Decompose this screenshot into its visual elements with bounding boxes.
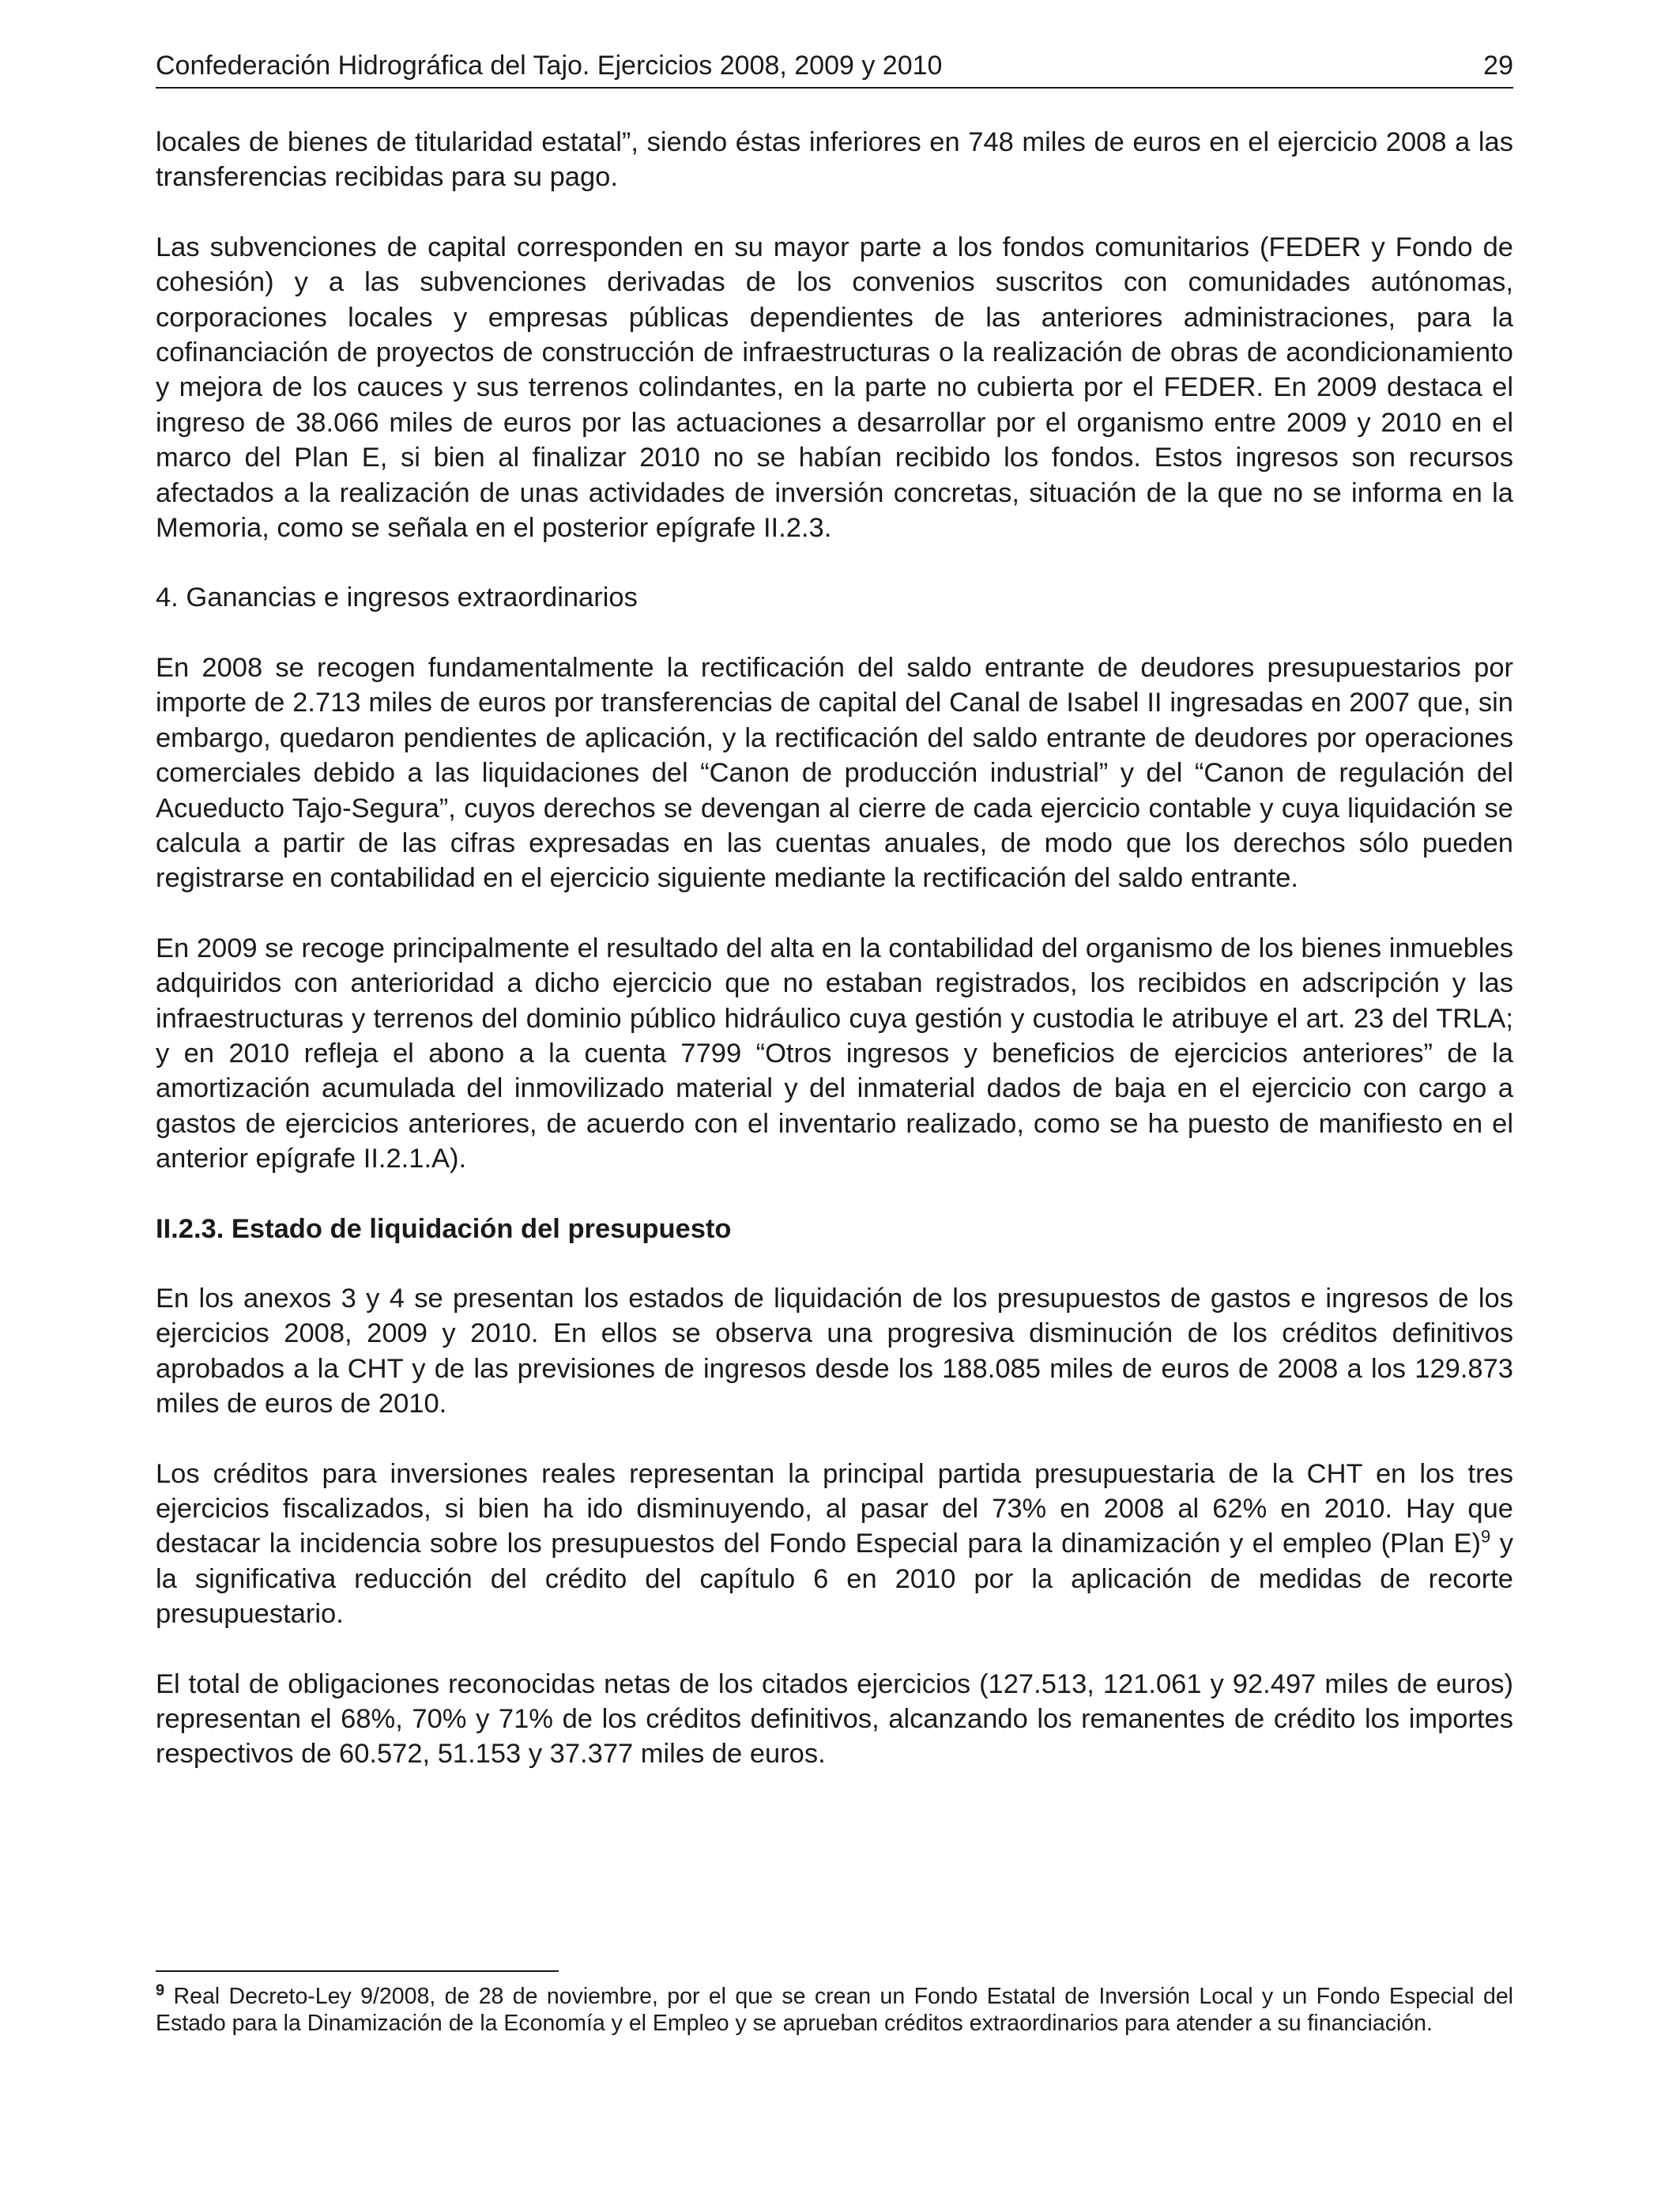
- footnote-divider: [156, 1970, 559, 1972]
- document-page: [156, 49, 1513, 1807]
- running-header: [156, 49, 1513, 89]
- section-heading: II.2.3. Estado de liquidación del presupuesto: [156, 1213, 732, 1244]
- paragraph: En 2009 se recoge principalmente el resultado del alta en la contabilidad del organismo de los bienes inmuebles adquiridos con anterioridad a dicho ejercicio que no estaban registrados, los recibidos en adscripción y las infraestructuras y terrenos del dominio público hidráulico cuya gestión y custodia le atribuye el art. 23 del TRLA; y en 2010 refleja el abono a la cuenta 7799 “Otros ingresos y beneficios de ejercicios anteriores” de la amortización acumulada del inmovilizado material y del inmaterial dados de baja en el ejercicio con cargo a gastos de ejercicios anteriores, de acuerdo con el inventario realizado, como se ha puesto de manifiesto en el anterior epígrafe II.2.1.A).: [156, 933, 1513, 1174]
- body-text: [156, 125, 1513, 1772]
- paragraph: Las subvenciones de capital corresponden en su mayor parte a los fondos comunitarios (FEDER y Fondo de cohesión) y a las subvenciones derivadas de los convenios suscritos con comunidades autónomas, corporaciones locales y empresas públicas dependientes de las anteriores administraciones, para la cofinanciación de proyectos de construcción de infraestructuras o la realización de obras de acondicionamiento y mejora de los cauces y sus terrenos colindantes, en la parte no cubierta por el FEDER. En 2009 destaca el ingreso de 38.066 miles de euros por las actuaciones a desarrollar por el organismo entre 2009 y 2010 en el marco del Plan E, si bien al finalizar 2010 no se habían recibido los fondos. Estos ingresos son recursos afectados a la realización de unas actividades de inversión concretas, situación de la que no se informa en la Memoria, como se señala en el posterior epígrafe II.2.3.: [156, 232, 1513, 544]
- footnote-text: Real Decreto-Ley 9/2008, de 28 de noviembre, por el que se crean un Fondo Estatal de Inversión Local y un Fondo Especial del Estado para la Dinamización de la Economía y el Empleo y se aprueban créditos extraordinarios para atender a su financiación.: [156, 1984, 1513, 2036]
- paragraph: locales de bienes de titularidad estatal”, siendo éstas inferiores en 748 miles de euros en el ejercicio 2008 a las transferencias recibidas para su pago.: [156, 127, 1513, 193]
- subsection-title: 4. Ganancias e ingresos extraordinarios: [156, 582, 638, 613]
- paragraph-text-after-ref: y la significativa reducción del crédito del capítulo 6 en 2010 por la aplicación de medidas de recorte presupuestario.: [156, 1529, 1513, 1630]
- paragraph: El total de obligaciones reconocidas netas de los citados ejercicios (127.513, 121.061 y 92.497 miles de euros) representan el 68%, 70% y 71% de los créditos definitivos, alcanzando los remanentes de crédito los importes respectivos de 60.572, 51.153 y 37.377 miles de euros.: [156, 1668, 1513, 1770]
- paragraph: En los anexos 3 y 4 se presentan los estados de liquidación de los presupuestos de gastos e ingresos de los ejercicios 2008, 2009 y 2010. En ellos se observa una progresiva disminución de los créditos definitivos aprobados a la CHT y de las previsiones de ingresos desde los 188.085 miles de euros de 2008 a los 129.873 miles de euros de 2010.: [156, 1283, 1513, 1419]
- paragraph-text-before-ref: Los créditos para inversiones reales representan la principal partida presupuestaria de la CHT en los tres ejercicios fiscalizados, si bien ha ido disminuyendo, al pasar del 73% en 2008 al 62% en 2010. Hay que destacar la incidencia sobre los presupuestos del Fondo Especial para la dinamización y el empleo (Plan E): [156, 1458, 1513, 1559]
- footnote-reference[interactable]: 9: [1481, 1526, 1491, 1547]
- footnote: [156, 1981, 1513, 2037]
- paragraph-with-footnote-ref: [156, 1457, 1513, 1632]
- header-title: Confederación Hidrográfica del Tajo. Ejercicios 2008, 2009 y 2010: [156, 51, 943, 81]
- footnote-number: 9: [156, 1981, 165, 2000]
- page-number: 29: [1483, 51, 1513, 81]
- paragraph: En 2008 se recogen fundamentalmente la rectificación del saldo entrante de deudores presupuestarios por importe de 2.713 miles de euros por transferencias de capital del Canal de Isabel II ingresadas en 2007 que, sin embargo, quedaron pendientes de aplicación, y la rectificación del saldo entrante de deudores por operaciones comerciales debido a las liquidaciones del “Canon de producción industrial” y del “Canon de regulación del Acueducto Tajo-Segura”, cuyos derechos se devengan al cierre de cada ejercicio contable y cuya liquidación se calcula a partir de las cifras expresadas en las cuentas anuales, de modo que los derechos sólo pueden registrarse en contabilidad en el ejercicio siguiente mediante la rectificación del saldo entrante.: [156, 652, 1513, 894]
